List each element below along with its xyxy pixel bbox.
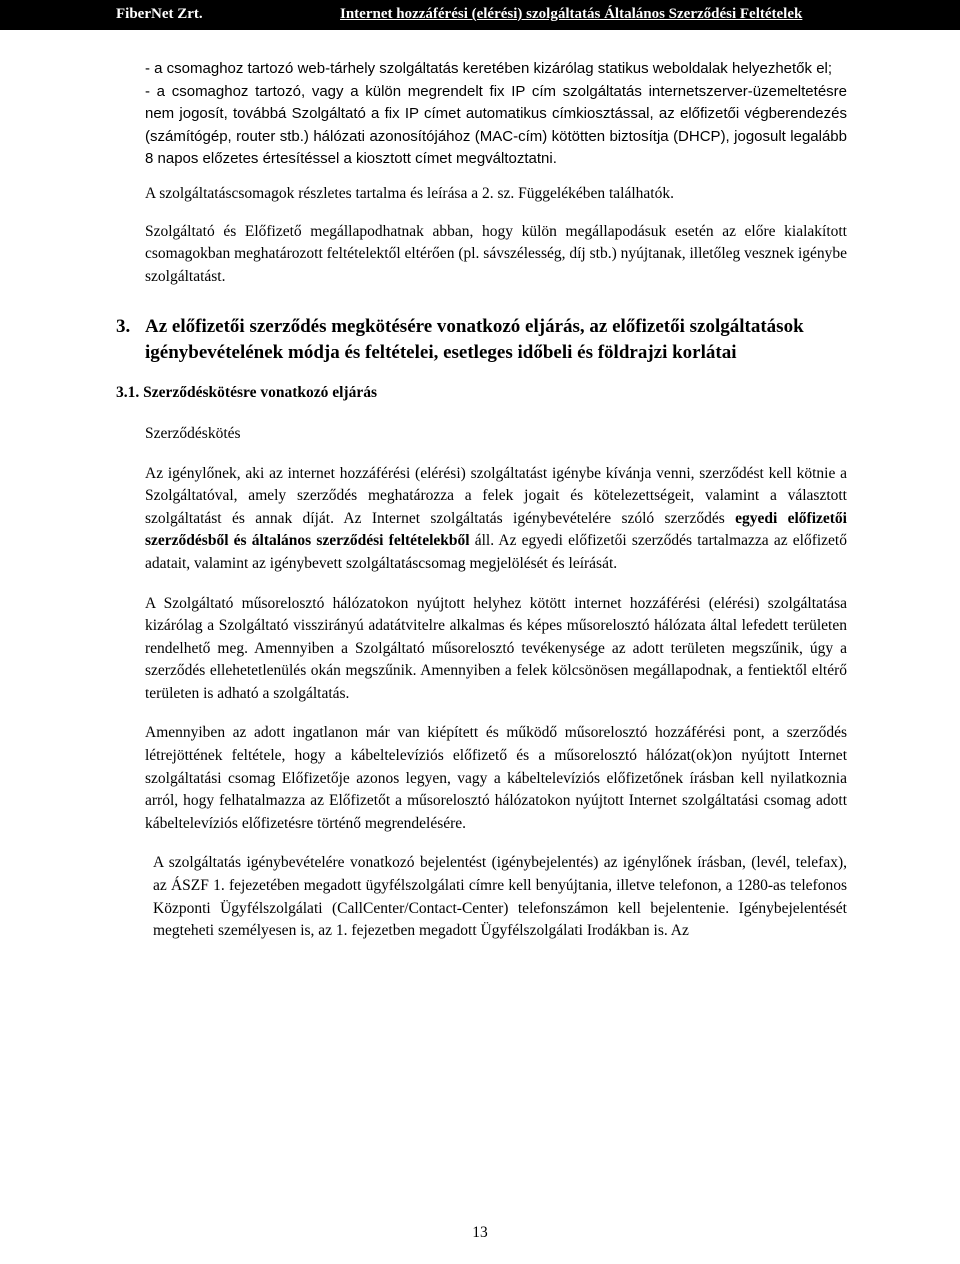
section-3-heading [116,314,847,366]
paragraph-contract-part1: Az igénylőnek, aki az internet hozzáférési (elérési) szolgáltatást igénybe kívánja venni, szerződést kell kötnie a Szolgáltatóval, amely szerződés meghatározza a felek jogait és kötelezettségeit, valamint a választott szolgáltatást és annak díját. Az Internet szolgáltatás igénybevételére szóló szerződés [145,464,847,527]
header-company: FiberNet Zrt. [116,6,203,22]
document-body [116,58,848,943]
section-3-number: 3. [116,316,131,338]
paragraph-access-point: Amennyiben az adott ingatlanon már van kiépített és működő műsorelosztó hozzáférési pont, a szerződés létrejöttének feltétele, hogy a kábeltelevíziós előfizető és a műsorelosztó hálózat(ok)on nyújtott Internet szolgáltatási csomag Előfizetője azonos legyen, vagy a kábeltelevíziós előfizetőnek írásban kell nyilatkoznia arról, hogy felhatalmazza az Előfizetőt a műsorelosztó hálózatokon nyújtott Internet szolgáltatási csomag adott kábeltelevíziós előfizetésre történő megrendelésére. [145,724,847,832]
subsection-title: Szerződéskötés [145,424,241,442]
paragraph-contract-bold: egyedi előfizetői szerződésből és általános szerződési feltételekből [145,509,847,550]
paragraph-separate-agreement: Szolgáltató és Előfizető megállapodhatnak abban, hogy külön megállapodásuk esetén az előre kialakított csomagokban meghatározott feltételektől eltérően (pl. sávszélesség, díj stb.) nyújtanak, illetőleg vesznek igénybe szolgáltatást. [145,222,848,285]
section-3-title: Az előfizetői szerződés megkötésére vonatkozó eljárás, az előfizetői szolgáltatások igénybevételének módja és feltételei, esetleges időbeli és földrajzi korlátai [145,316,804,364]
paragraph-contract [145,463,847,576]
header-title: Internet hozzáférési (elérési) szolgáltatás Általános Szerződési Feltételek [340,6,803,22]
page-number: 13 [472,1224,488,1241]
page-header [0,0,960,30]
bullet-web-hosting: - a csomaghoz tartozó web-tárhely szolgáltatás keretében kizárólag statikus weboldalak helyezhetők el; [145,60,833,77]
bullet-fix-ip: - a csomaghoz tartozó, vagy a külön megrendelt fix IP cím szolgáltatás internetszerver-üzemeltetésre nem jogosít, továbbá Szolgáltató a fix IP címet automatikus címkiosztással, az előfizetői végberendezés (számítógép, router stb.) hálózati azonosítójához (MAC-cím) kötötten biztosítja (DHCP), jogosult legalább 8 napos előzetes értesítéssel a kiosztott címet megváltoztatni. [145,82,847,168]
paragraph-package-details: A szolgáltatáscsomagok részletes tartalma és leírása a 2. sz. Függelékében találhatók. [145,184,674,202]
paragraph-application: A szolgáltatás igénybevételére vonatkozó bejelentést (igénybejelentés) az igénylőnek írásban, (levél, telefax), az ÁSZF 1. fejezetében megadott ügyfélszolgálati címre kell benyújtania, illetve telefonon, a 1280-as telefonos Központi Ügyfélszolgálati (CallCenter/Contact-Center) telefonszámon kell bejelentenie. Igénybejelentését megteheti személyesen is, az 1. fejezetben megadott Ügyfélszolgálati Irodákban is. Az [153,854,847,940]
paragraph-contract-part2: áll. Az egyedi előfizetői szerződés tartalmazza az előfizető adatait, valamint az igénybevett szolgáltatáscsomag megjelölését és leírását. [145,532,847,572]
paragraph-coverage: A Szolgáltató műsorelosztó hálózatokon nyújtott helyhez kötött internet hozzáférési (elérési) szolgáltatása kizárólag a Szolgáltató visszirányú adatátvitelre alkalmas és képes műsorelosztó hálózata által lefedett területen rendelhető meg. Amennyiben a Szolgáltató műsorelosztó tevékenysége az adott területen megszűnik, úgy a szerződés ellehetetlenülés okán megszűnik. Amennyiben a felek kölcsönösen megállapodnak, a fentiektől eltérő területen is adható a szolgáltatás. [145,594,847,702]
section-3-1-heading: 3.1. Szerződéskötésre vonatkozó eljárás [116,384,378,402]
